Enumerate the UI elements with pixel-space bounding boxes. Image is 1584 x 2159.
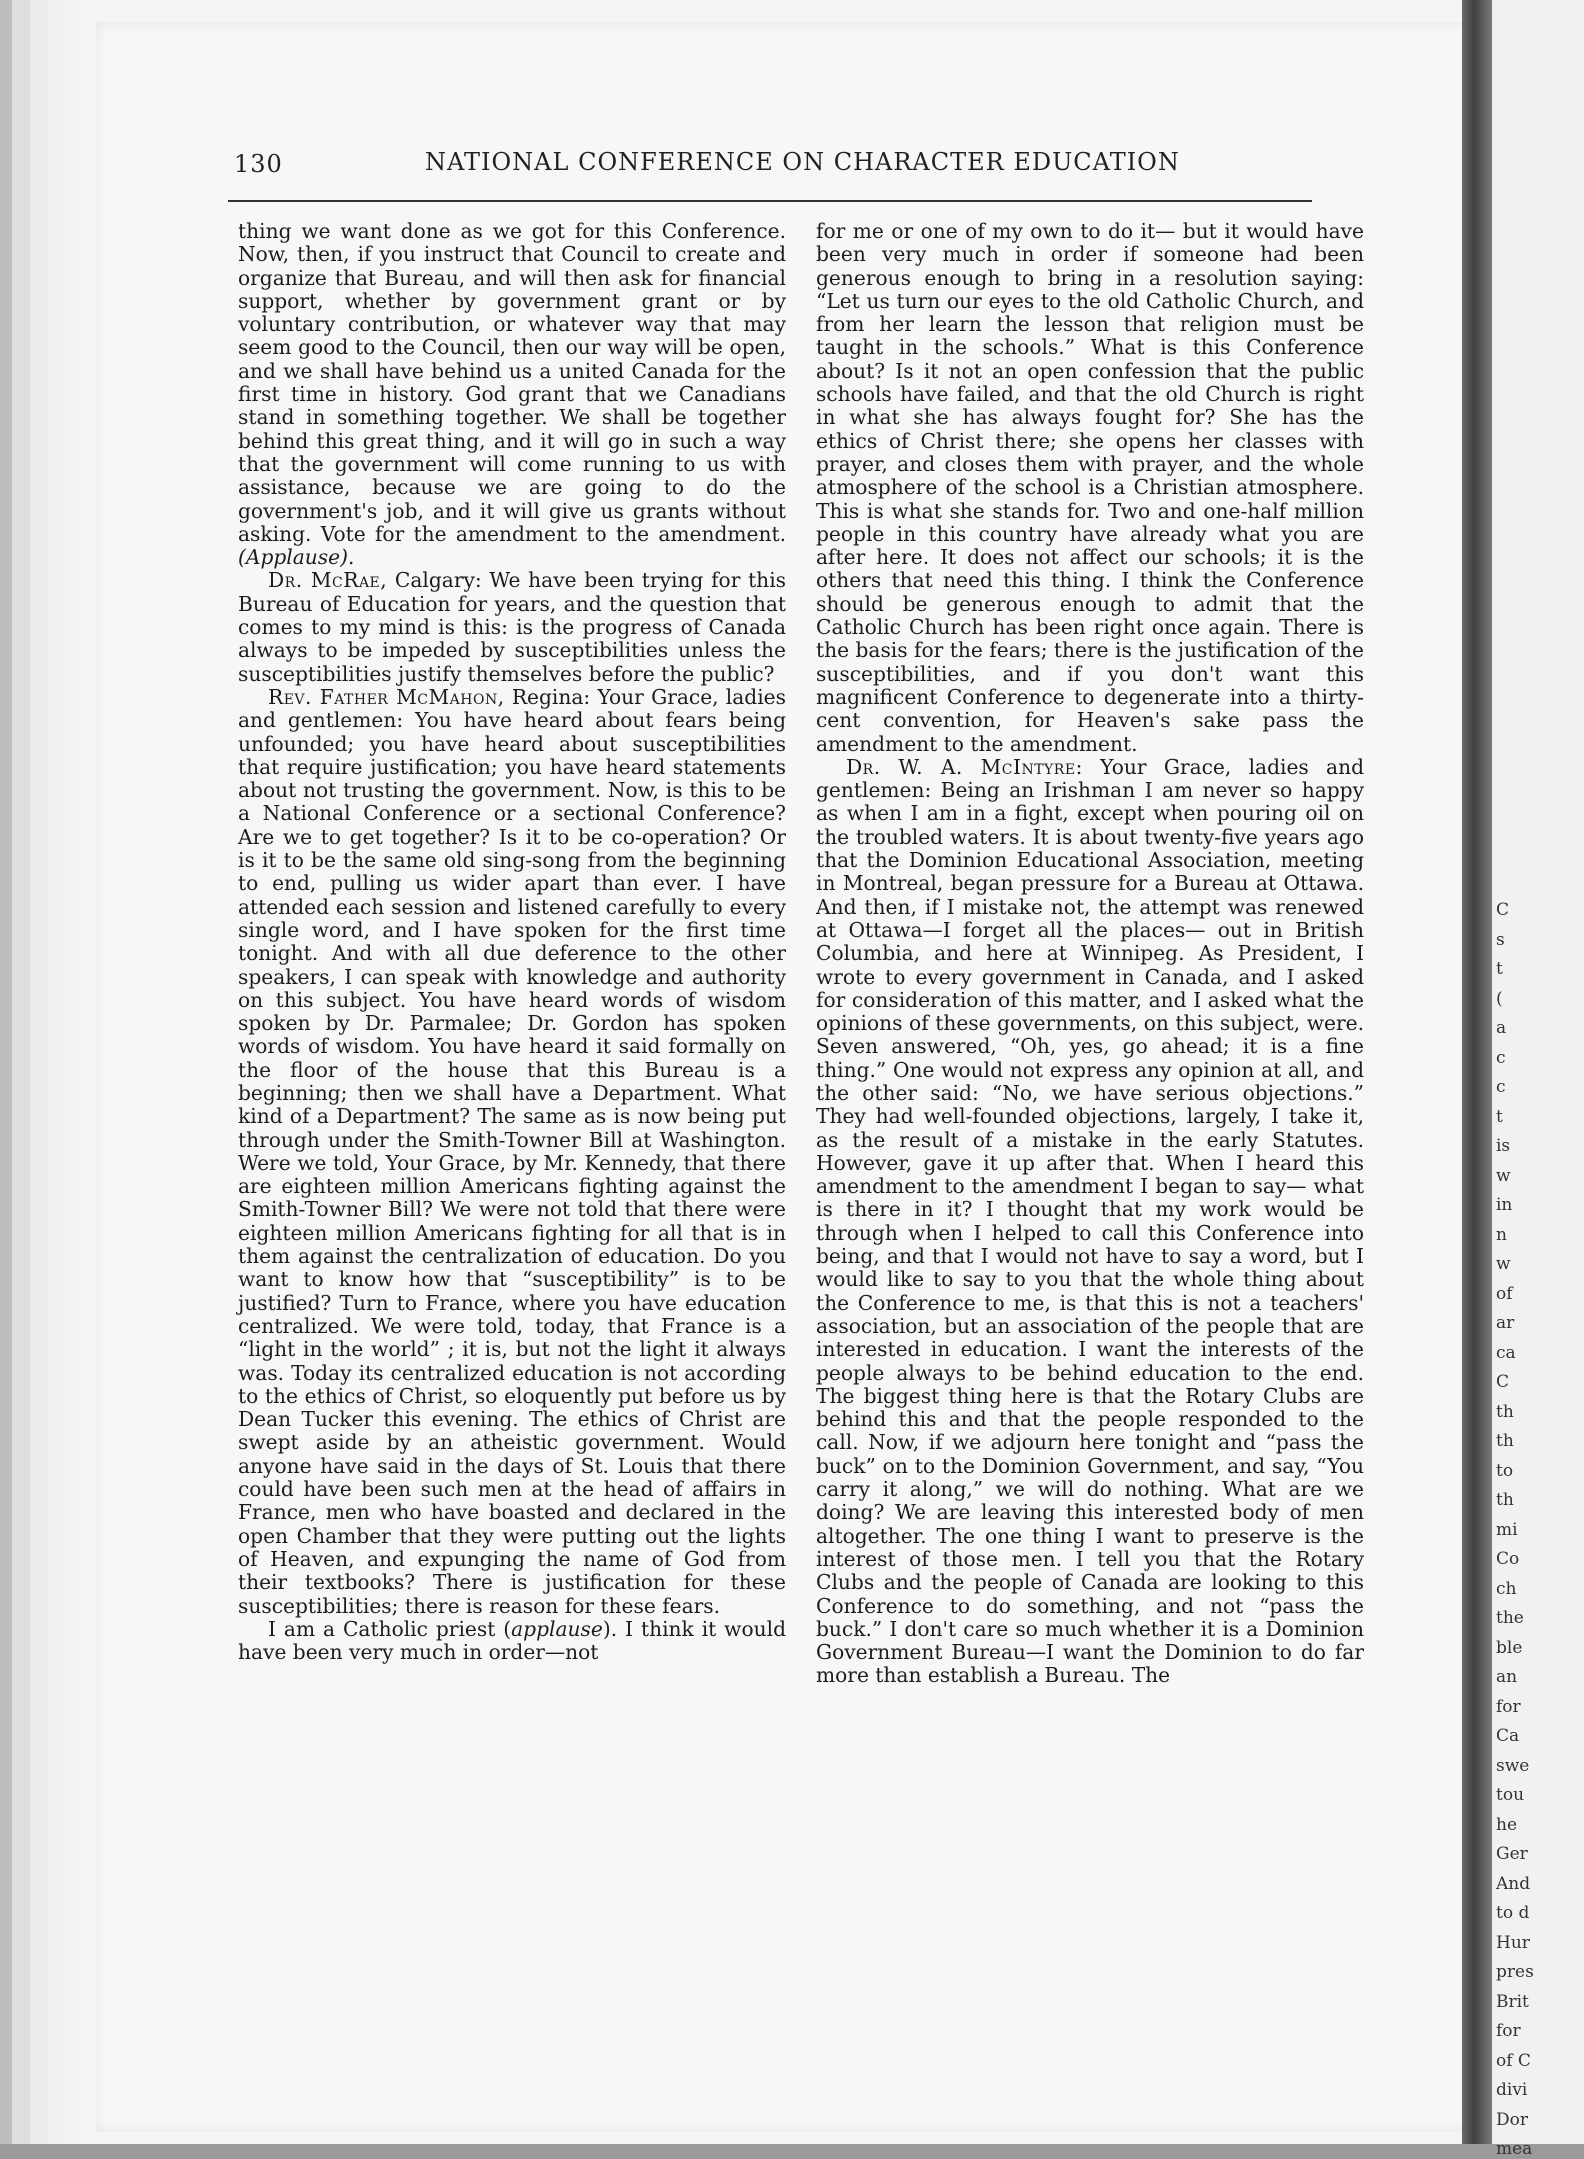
paragraph xyxy=(238,569,786,685)
facing-page-fragment: c xyxy=(1496,1077,1506,1097)
left-column xyxy=(238,220,786,1664)
paragraph-text: Your Grace, ladies and gentlemen: Being an Irishman I am never so happy as when I am in a fight, except when pouring oil on the troubled waters. It is about twenty-five years ago that the Dominion Educational Association, meeting in Montreal, began pressure for a Bureau at Ottawa. And then, if I mistake not, the attempt was renewed at Ottawa—I forget all the places— out in British Columbia, and here at Winnipeg. As President, I wrote to every government in Canada, and I asked for consideration of this matter, and I asked what the opinions of these governments, on this subject, were. Seven answered, “Oh, yes, go ahead; it is a fine thing.” One would not express any opinion at all, and the other said: “No, we have serious objections.” They had well-founded objections, largely, I take it, as the result of a mistake in the early Statutes. However, gave it up after that. When I heard this amendment to the amendment I began to say— what is there in it? I thought that my work would be through when I helped to call this Conference into being, and that I would not have to say a word, but I would like to say to you that the whole thing about the Conference to me, is that this is not a teachers' association, but an association of the people that are interested in education. I want the interests of the people always to be behind education to the end. The biggest thing here is that the Rotary Clubs are behind this and that the people responded to the call. Now, if we adjourn here tonight and “pass the buck” on to the Dominion Government, and say, “You carry it along,” we will do nothing. What are we doing? We are leaving this interested body of men altogether. The one thing I want to preserve is the interest of those men. I tell you that the Rotary Clubs and the people of Canada are looking to this Conference to do something, and not “pass the buck.” I don't care so much whether it is a Dominion Government Bureau—I want the Dominion to do far more than establish a Bureau. The xyxy=(816,754,1364,1688)
paragraph-text: ). I think it would have been very much in order—not xyxy=(238,1616,787,1665)
facing-page-fragment: w xyxy=(1496,1254,1511,1274)
paragraph xyxy=(238,220,786,569)
paragraph xyxy=(238,1618,786,1665)
paragraph-text: thing we want done as we got for this Conference. Now, then, if you instruct that Council to create and organize that Bureau, and will then ask for financial support, whether by government grant or by voluntary contribution, or whatever way that may seem good to the Council, then our way will be open, and we shall have behind us a united Canada for the first time in history. God grant that we Canadians stand in something together. We shall be together behind this great thing, and it will go in such a way that the government will come running to us with assistance, because we are going to do the government's job, and it will give us grants without asking. Vote for the amendment to the amendment. xyxy=(238,219,786,546)
facing-page-fragment: ble xyxy=(1496,1637,1523,1658)
facing-page-fragment: th xyxy=(1496,1401,1514,1422)
paragraph-text: for me or one of my own to do it— but it would have been very much in order if someone had been generous enough to bring in a resolution saying: “Let us turn our eyes to the old Catholic Church, and from her learn the lesson that religion must be taught in the schools.” What is this Conference about? Is it not an open confession that the public schools have failed, and that the old Church is right in what she has always fought for? She has the ethics of Christ there; she opens her classes with prayer, and closes them with prayer, and the whole atmosphere of the school is a Christian atmosphere. This is what she stands for. Two and one-half million people in this country have already what you are after here. It does not affect our schools; it is the others that need this thing. I think the Conference should be generous enough to admit that the Catholic Church has been right once again. There is the basis for the fears; there is the justification of the susceptibilities, and if you don't want this magnificent Conference to degenerate into a thirty-cent convention, for Heaven's sake pass the amendment to the amendment. xyxy=(816,219,1364,756)
facing-page-fragment: in xyxy=(1496,1195,1513,1215)
header-rule xyxy=(228,200,1312,202)
facing-page-fragment: is xyxy=(1496,1136,1511,1156)
paragraph-text: I am a Catholic priest ( xyxy=(268,1616,512,1641)
book-gutter xyxy=(1462,0,1492,2144)
right-column xyxy=(816,220,1364,1688)
facing-page-fragment: Hur xyxy=(1496,1932,1530,1953)
facing-page-fragment: of C xyxy=(1496,2050,1531,2071)
facing-page-fragment: he xyxy=(1496,1814,1518,1835)
facing-page-fragment: Ca xyxy=(1496,1726,1520,1746)
facing-page-fragment: th xyxy=(1496,1431,1514,1451)
speaker-name: Dr. W. A. McIntyre: xyxy=(846,754,1083,779)
facing-page-fragment: th xyxy=(1496,1490,1514,1510)
facing-page-fragment: to xyxy=(1496,1460,1514,1481)
facing-page-fragment: C xyxy=(1496,900,1510,920)
facing-page-fragment: Co xyxy=(1496,1549,1520,1569)
facing-page-fragment: a xyxy=(1496,1018,1507,1038)
facing-page-fragment: pres xyxy=(1496,1962,1534,1982)
facing-page-fragment: And xyxy=(1496,1873,1531,1894)
facing-page-fragment: ar xyxy=(1496,1313,1515,1333)
speaker-name: Rev. Father McMahon, xyxy=(268,684,505,709)
facing-page-fragment: t xyxy=(1496,1106,1503,1127)
facing-page-fragment: tou xyxy=(1496,1785,1525,1805)
facing-page-fragment: ( xyxy=(1496,988,1503,1009)
facing-page-fragment: ch xyxy=(1496,1578,1517,1599)
page-number: 130 xyxy=(234,150,283,178)
applause-note: (Applause). xyxy=(238,545,355,570)
facing-page-fragment: c xyxy=(1496,1047,1506,1068)
facing-page-fragment: t xyxy=(1496,959,1503,979)
facing-page-fragment: for xyxy=(1496,2021,1521,2041)
speaker-name: Dr. McRae, xyxy=(268,568,388,593)
facing-page-fragment: to d xyxy=(1496,1903,1530,1923)
running-head: NATIONAL CONFERENCE ON CHARACTER EDUCATION xyxy=(425,148,1180,176)
facing-page-fragment: mea xyxy=(1496,2139,1533,2159)
paragraph-text: Regina: Your Grace, ladies and gentlemen: You have heard about fears being unfounded; you have heard about susceptibilities that require justification; you have heard statements about not trusting the government. Now, is this to be a National Conference or a sectional Conference? Are we to get together? Is it to be co-operation? Or is it to be the same old sing-song from the beginning to end, pulling us wider apart than ever. I have attended each session and listened carefully to every single word, and I have spoken for the first time tonight. And with all due deference to the other speakers, I can speak with knowledge and authority on this subject. You have heard words of wisdom spoken by Dr. Parmalee; Dr. Gordon has spoken words of wisdom. You have heard it said formally on the floor of the house that this Bureau is a beginning; then we shall have a Department. What kind of a Department? The same as is now being put through under the Smith-Towner Bill at Washington. Were we told, Your Grace, by Mr. Kennedy, that there are eighteen million Americans fighting against the Smith-Towner Bill? We were not told that there were eighteen million Americans fighting for all that is in them against the centralization of education. Do you want to know how that “susceptibility” is to be justified? Turn to France, where you have education centralized. We were told, today, that France is a “light in the world” ; it is, but not the light it always was. Today its centralized education is not according to the ethics of Christ, so eloquently put before us by Dean Tucker this evening. The ethics of Christ are swept aside by an atheistic government. Would anyone have said in the days of St. Louis that there could have been such men at the head of affairs in France, men who have boasted and declared in the open Chamber that they were putting out the lights of Heaven, and expunging the name of God from their textbooks? There is justification for these susceptibilities; there is reason for these fears. xyxy=(238,684,786,1618)
facing-page-fragment: mi xyxy=(1496,1519,1518,1540)
paragraph-text: Calgary: We have been trying for this Bureau of Education for years, and the question that comes to my mind is this: is the progress of Canada always to be impeded by susceptibilities unless the susceptibilities justify themselves before the public? xyxy=(238,568,787,686)
paragraph xyxy=(238,686,786,1618)
facing-page-fragment: divi xyxy=(1496,2080,1528,2100)
facing-page-fragment: an xyxy=(1496,1667,1518,1687)
facing-page-fragment: swe xyxy=(1496,1755,1530,1776)
facing-page-fragment: ca xyxy=(1496,1342,1516,1363)
facing-page-fragment: of xyxy=(1496,1283,1513,1304)
facing-page-fragment: s xyxy=(1496,929,1505,950)
facing-page-fragment: Brit xyxy=(1496,1991,1529,2012)
facing-page-fragment: the xyxy=(1496,1608,1524,1628)
paragraph xyxy=(816,756,1364,1688)
facing-page-fragment: n xyxy=(1496,1224,1507,1245)
facing-page-fragment: Ger xyxy=(1496,1844,1528,1864)
facing-page-fragment: w xyxy=(1496,1165,1511,1186)
facing-page-fragment: Dor xyxy=(1496,2109,1528,2130)
paragraph xyxy=(816,220,1364,756)
facing-page-fragment: C xyxy=(1496,1372,1510,1392)
facing-page-fragment: for xyxy=(1496,1696,1521,1717)
applause-note: applause xyxy=(511,1616,603,1641)
